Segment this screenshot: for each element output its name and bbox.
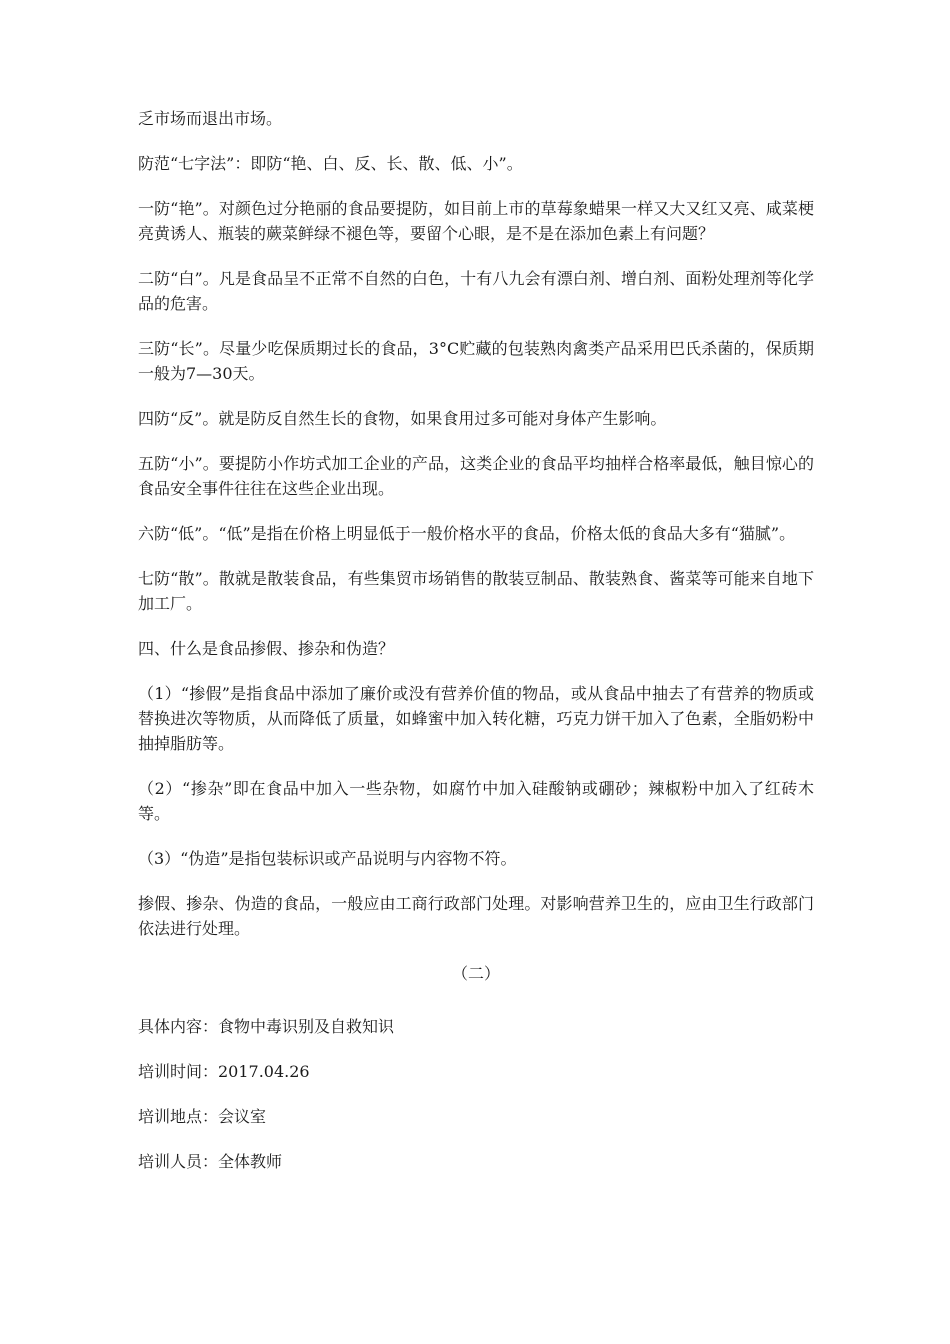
paragraph-rule-3: 三防“长”。尽量少吃保质期过长的食品，3°C贮藏的包装熟肉禽类产品采用巴氏杀菌的，保质期一般为7—30天。 <box>138 339 814 383</box>
paragraph-rule-6: 六防“低”。“低”是指在价格上明显低于一般价格水平的食品，价格太低的食品大多有“猫腻”。 <box>138 524 796 543</box>
paragraph-seven-rules: 防范“七字法”：即防“艳、白、反、长、散、低、小”。 <box>138 154 523 173</box>
meta-content: 具体内容：食物中毒识别及自救知识 <box>138 1017 395 1036</box>
paragraph-adulteration: （1）“掺假”是指食品中添加了廉价或没有营养价值的物品，或从食品中抽去了有营养的物质或替换进次等物质，从而降低了质量，如蜂蜜中加入转化糖，巧克力饼干加入了色素，全脂奶粉中抽掉脂肪等。 <box>138 684 814 753</box>
paragraph-rule-4: 四防“反”。就是防反自然生长的食物，如果食用过多可能对身体产生影响。 <box>138 409 667 428</box>
paragraph-mixing: （2）“掺杂”即在食品中加入一些杂物，如腐竹中加入硅酸钠或硼砂；辣椒粉中加入了红砖木等。 <box>138 779 814 823</box>
paragraph-forgery: （3）“伪造”是指包装标识或产品说明与内容物不符。 <box>138 849 517 868</box>
meta-location: 培训地点：会议室 <box>138 1107 267 1126</box>
document-body <box>138 106 814 1194</box>
section-heading-two: （二） <box>451 964 500 983</box>
meta-attendees: 培训人员：全体教师 <box>138 1152 283 1171</box>
paragraph-rule-1: 一防“艳”。对颜色过分艳丽的食品要提防，如目前上市的草莓象蜡果一样又大又红又亮、咸菜梗亮黄诱人、瓶装的蕨菜鲜绿不褪色等，要留个心眼，是不是在添加色素上有问题？ <box>138 199 814 243</box>
paragraph-continuation: 乏市场而退出市场。 <box>138 109 283 128</box>
paragraph-handling: 掺假、掺杂、伪造的食品，一般应由工商行政部门处理。对影响营养卫生的，应由卫生行政部门依法进行处理。 <box>138 894 814 938</box>
paragraph-rule-5: 五防“小”。要提防小作坊式加工企业的产品，这类企业的食品平均抽样合格率最低，触目惊心的食品安全事件往往在这些企业出现。 <box>138 454 814 498</box>
meta-time: 培训时间：2017.04.26 <box>138 1062 310 1081</box>
paragraph-rule-7: 七防“散”。散就是散装食品，有些集贸市场销售的散装豆制品、散装熟食、酱菜等可能来自地下加工厂。 <box>138 569 814 613</box>
paragraph-rule-2: 二防“白”。凡是食品呈不正常不自然的白色，十有八九会有漂白剂、增白剂、面粉处理剂等化学品的危害。 <box>138 269 814 313</box>
section-heading-four: 四、什么是食品掺假、掺杂和伪造？ <box>138 639 395 658</box>
